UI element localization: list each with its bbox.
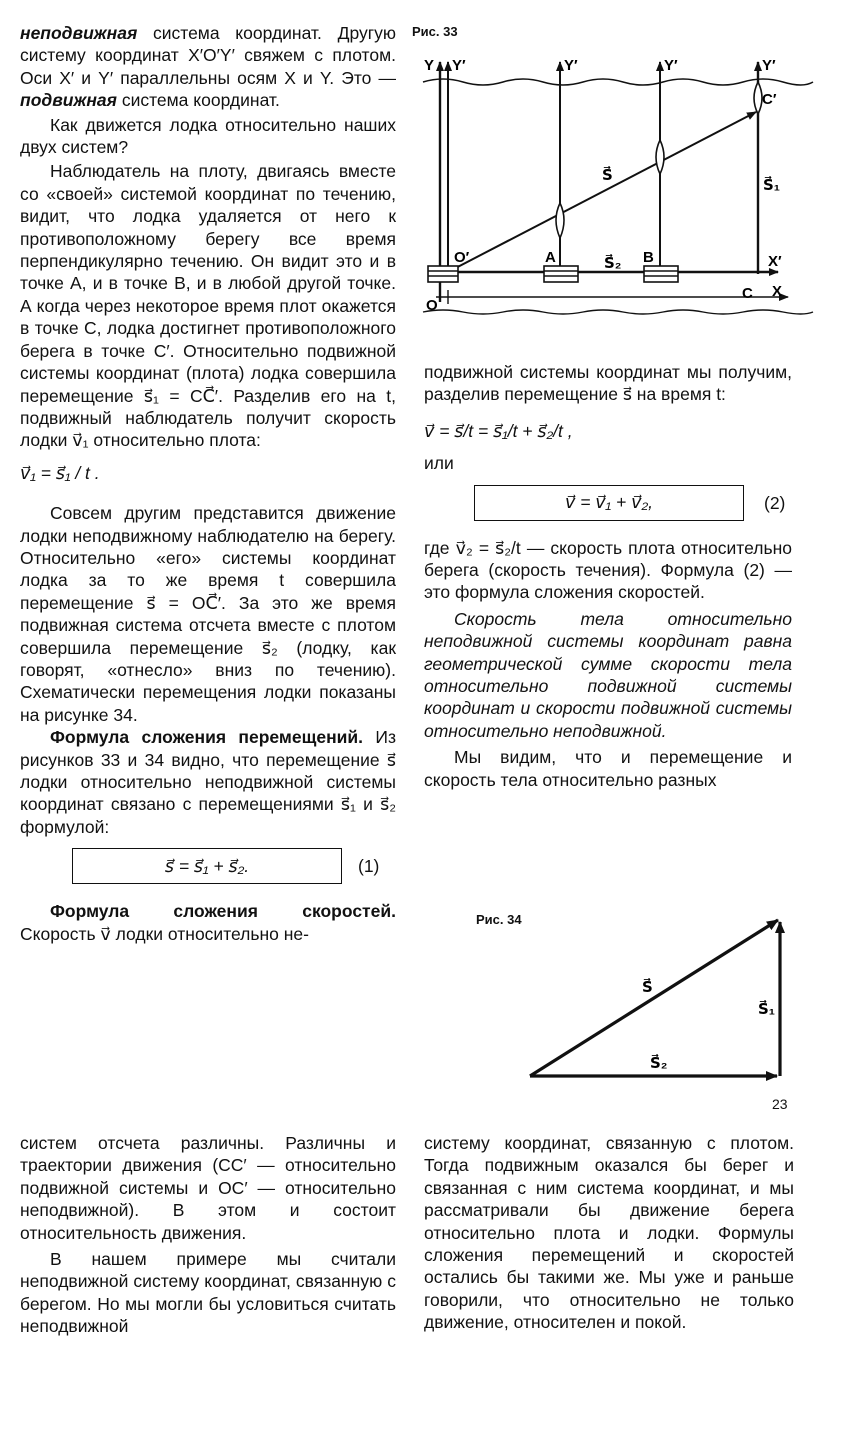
equation-2-row bbox=[424, 483, 792, 525]
label-o: O bbox=[426, 297, 438, 314]
label-s2: S⃗₂ bbox=[650, 1055, 668, 1072]
fig33-title: Рис. 33 bbox=[412, 24, 458, 39]
equation-2-number: (2) bbox=[764, 492, 786, 513]
boat-b bbox=[656, 140, 664, 174]
paragraph-1: неподвижная система координат. Другую систему координат X′O′Y′ свяжем с плотом. Оси X′ и Y′ параллельны осям X и Y. Это — подвижная система координат. bbox=[20, 23, 396, 111]
paragraph-r2: где v⃗₂ = s⃗₂/t — скорость плота относительно берега (скорость течения). Формула (2) — это формула сложения скоростей. bbox=[424, 537, 792, 603]
left-column bbox=[20, 22, 396, 945]
raft-o bbox=[428, 266, 458, 282]
bottom-left-column bbox=[20, 1132, 396, 1338]
label-s1: S⃗₁ bbox=[763, 177, 781, 194]
label-o-prime: O′ bbox=[454, 249, 470, 266]
label-y-prime-o: Y′ bbox=[452, 57, 466, 74]
bottom-right-column bbox=[424, 1132, 794, 1334]
paragraph-br1: систему координат, связанную с плотом. Тогда подвижным оказался бы берег и связанная с ним система координат, и мы рассматривали бы движение берега относительно плота и лодки. Формулы сложения перемещений и скоростей остались бы такими же. Мы уже и раньше говорили, что относительно не только движение, относителен и покой. bbox=[424, 1133, 794, 1333]
label-s: S⃗ bbox=[602, 167, 613, 184]
paragraph-bl2: В нашем примере мы считали неподвижной систему координат, связанную с берегом. Но мы могли бы условиться считать неподвижной bbox=[20, 1249, 396, 1337]
formula-v: v⃗ = s⃗/t = s⃗₁/t + s⃗₂/t , bbox=[424, 420, 573, 441]
vector-s bbox=[448, 112, 756, 272]
paragraph-r4: Мы видим, что и перемещение и скорость тела относительно разных bbox=[424, 747, 792, 790]
equation-1-row bbox=[20, 846, 396, 888]
label-s: S⃗ bbox=[642, 979, 653, 996]
equation-2-box: v⃗ = v⃗₁ + v⃗₂, bbox=[474, 485, 744, 521]
paragraph-r1: подвижной системы координат мы получим, разделив перемещение s⃗ на время t: bbox=[424, 362, 792, 405]
fig33-diagram bbox=[418, 40, 818, 370]
label-x-prime: X′ bbox=[768, 253, 782, 270]
right-column bbox=[424, 361, 792, 791]
boat-c bbox=[754, 82, 762, 114]
paragraph-bl1: систем отсчета различны. Различны и траектории движения (CC′ — относительно подвижной системы и OC′ — относительно неподвижной). В этом и состоит относительность движения. bbox=[20, 1133, 396, 1243]
raft-b bbox=[644, 266, 678, 282]
label-c-prime: C′ bbox=[762, 91, 777, 108]
paragraph-4: Совсем другим представится движение лодки неподвижному наблюдателю на берегу. Относительно «его» системы координат лодка за то же время t совершила перемещение s⃗ = OC⃗′. За это же время подвижная система отсчета вместе с плотом совершила перемещение s⃗₂ (лодку, как говорят, «отнесло» вниз по течению). Схематически перемещения лодки показаны на рисунке 34. bbox=[20, 503, 396, 725]
label-s2: S⃗₂ bbox=[604, 255, 622, 272]
or-text: или bbox=[424, 453, 454, 474]
fig34-diagram bbox=[522, 910, 792, 1090]
label-y-prime-b: Y′ bbox=[664, 57, 678, 74]
paragraph-2: Как движется лодка относительно наших двух систем? bbox=[20, 114, 396, 158]
formula-v1: v⃗₁ = s⃗₁ / t . bbox=[20, 462, 100, 483]
paragraph-r3: Скорость тела относительно неподвижной системы координат равна геометрической сумме скорости тела относительно подвижной системы координат и скорости подвижной системы относительно неподвижной. bbox=[424, 608, 792, 741]
vector-s bbox=[530, 920, 778, 1076]
page-number: 23 bbox=[772, 1096, 788, 1112]
boat-a bbox=[556, 203, 564, 238]
label-y-prime-a: Y′ bbox=[564, 57, 578, 74]
label-y: Y bbox=[424, 57, 435, 74]
paragraph-5: Формула сложения перемещений. Из рисунков 33 и 34 видно, что перемещение s⃗ лодки относительно неподвижной системы координат связано с перемещениями s⃗₁ и s⃗₂ формулой: bbox=[20, 727, 396, 837]
equation-1-box: s⃗ = s⃗₁ + s⃗₂. bbox=[72, 848, 342, 884]
near-shore-line bbox=[423, 310, 813, 314]
far-shore-line bbox=[423, 79, 813, 85]
paragraph-6: Формула сложения скоростей. Скорость v⃗ лодки относительно не- bbox=[20, 901, 396, 944]
label-y-prime-c: Y′ bbox=[762, 57, 776, 74]
label-x: X bbox=[772, 283, 783, 300]
fig34-title: Рис. 34 bbox=[476, 912, 522, 927]
equation-1-number: (1) bbox=[358, 856, 380, 877]
label-c: C bbox=[742, 285, 753, 302]
paragraph-3: Наблюдатель на плоту, двигаясь вместе со «своей» системой координат по течению, видит, что лодка удаляется от него к противоположному берегу все время перпендикулярно течению. Он видит это и в точке A, и в точке B, и в любой другой точке. А когда через некоторое время плот окажется в точке C, лодка достигнет противоположного берега в точке C′. Относительно подвижной системы координат (плота) лодка совершила перемещение s⃗₁ = CC⃗′. Разделив его на t, подвижный наблюдатель получит скорость лодки v⃗₁ относительно плота: bbox=[20, 161, 396, 451]
label-s1: S⃗₁ bbox=[758, 1001, 776, 1018]
label-b: B bbox=[643, 249, 654, 266]
label-a: A bbox=[545, 249, 556, 266]
raft-a bbox=[544, 266, 578, 282]
